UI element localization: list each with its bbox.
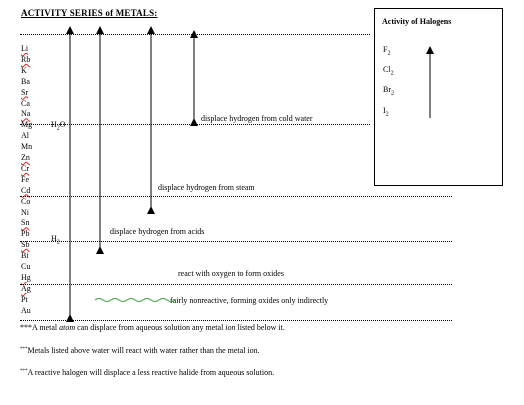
metal-ni: Ni bbox=[21, 207, 29, 217]
halogen-title: Activity of Halogens bbox=[382, 17, 452, 26]
metal-zn: Zn bbox=[21, 153, 30, 162]
metal-rb: Rb bbox=[21, 54, 31, 64]
halogen-i2-sub: 2 bbox=[385, 111, 389, 118]
metal-sr: Sr bbox=[21, 87, 29, 97]
water-marker-sub: 2 bbox=[56, 125, 60, 132]
note-2-text: Metals listed above water will react with water rather than the metal ion. bbox=[27, 346, 260, 355]
label-acids: displace hydrogen from acids bbox=[110, 227, 205, 236]
metal-pt: Pt bbox=[21, 294, 28, 304]
note-1-prefix: ***A metal bbox=[20, 323, 60, 332]
metal-ba: Ba bbox=[21, 76, 30, 86]
label-oxides: react with oxygen to form oxides bbox=[178, 269, 284, 278]
metal-cr: Cr bbox=[21, 163, 29, 173]
metal-pb: Pb bbox=[21, 229, 30, 239]
hydrogen-marker-h: H bbox=[51, 234, 57, 243]
metal-na: Na bbox=[21, 109, 31, 119]
metal-ag: Ag bbox=[21, 283, 31, 293]
water-marker-o: O bbox=[59, 120, 66, 129]
note-water bbox=[20, 346, 260, 355]
halogen-panel bbox=[374, 8, 503, 186]
note-3-stars: *** bbox=[20, 369, 28, 374]
note-1-ion: ion bbox=[225, 323, 236, 332]
water-marker-h: H bbox=[51, 120, 57, 129]
note-1-mid: can displace from aqueous solution any metal bbox=[75, 323, 226, 332]
label-cold-water: displace hydrogen from cold water bbox=[201, 114, 313, 123]
metal-bi: Bi bbox=[21, 251, 29, 261]
metal-mn: Mn bbox=[21, 142, 33, 152]
metal-fe: Fe bbox=[21, 174, 29, 184]
metal-ca: Ca bbox=[21, 98, 30, 108]
metal-k: K bbox=[21, 65, 27, 75]
note-metal-displacement bbox=[20, 323, 285, 332]
metal-sn: Sn bbox=[21, 218, 30, 228]
halogen-i2 bbox=[383, 106, 389, 118]
halogen-cl2-sub: 2 bbox=[390, 70, 394, 77]
note-1-suffix: listed below it. bbox=[235, 323, 285, 332]
halogen-br2 bbox=[383, 85, 394, 97]
halogen-f2 bbox=[383, 45, 390, 57]
metal-au: Au bbox=[21, 305, 31, 315]
metal-sb: Sb bbox=[21, 240, 30, 250]
label-nonreactive: fairly nonreactive, forming oxides only indirectly bbox=[170, 296, 329, 305]
label-steam: displace hydrogen from steam bbox=[158, 183, 255, 192]
halogen-cl2-symbol: Cl bbox=[383, 65, 391, 74]
halogen-f2-sub: 2 bbox=[387, 50, 391, 57]
note-1-atom: atom bbox=[59, 323, 76, 332]
note-halogen bbox=[20, 368, 274, 377]
halogen-br2-symbol: Br bbox=[383, 85, 391, 94]
metal-hg: Hg bbox=[21, 272, 31, 282]
halogen-f2-symbol: F bbox=[383, 45, 388, 54]
green-squiggle bbox=[95, 299, 175, 302]
metal-cu: Cu bbox=[21, 262, 31, 271]
halogen-cl2 bbox=[383, 65, 394, 77]
metal-li: Li bbox=[21, 44, 29, 53]
metal-al: Al bbox=[21, 131, 29, 141]
note-3-text: A reactive halogen will displace a less reactive halide from aqueous solution. bbox=[27, 368, 275, 377]
halogen-i2-symbol: I bbox=[383, 106, 386, 115]
metal-cd: Cd bbox=[21, 185, 31, 195]
page-title: ACTIVITY SERIES of METALS: bbox=[21, 8, 158, 18]
note-2-stars: *** bbox=[20, 347, 28, 352]
metal-mg: Mg bbox=[21, 120, 33, 130]
hydrogen-marker-sub: 2 bbox=[56, 239, 60, 246]
halogen-br2-sub: 2 bbox=[391, 90, 394, 97]
metal-co: Co bbox=[21, 196, 31, 206]
